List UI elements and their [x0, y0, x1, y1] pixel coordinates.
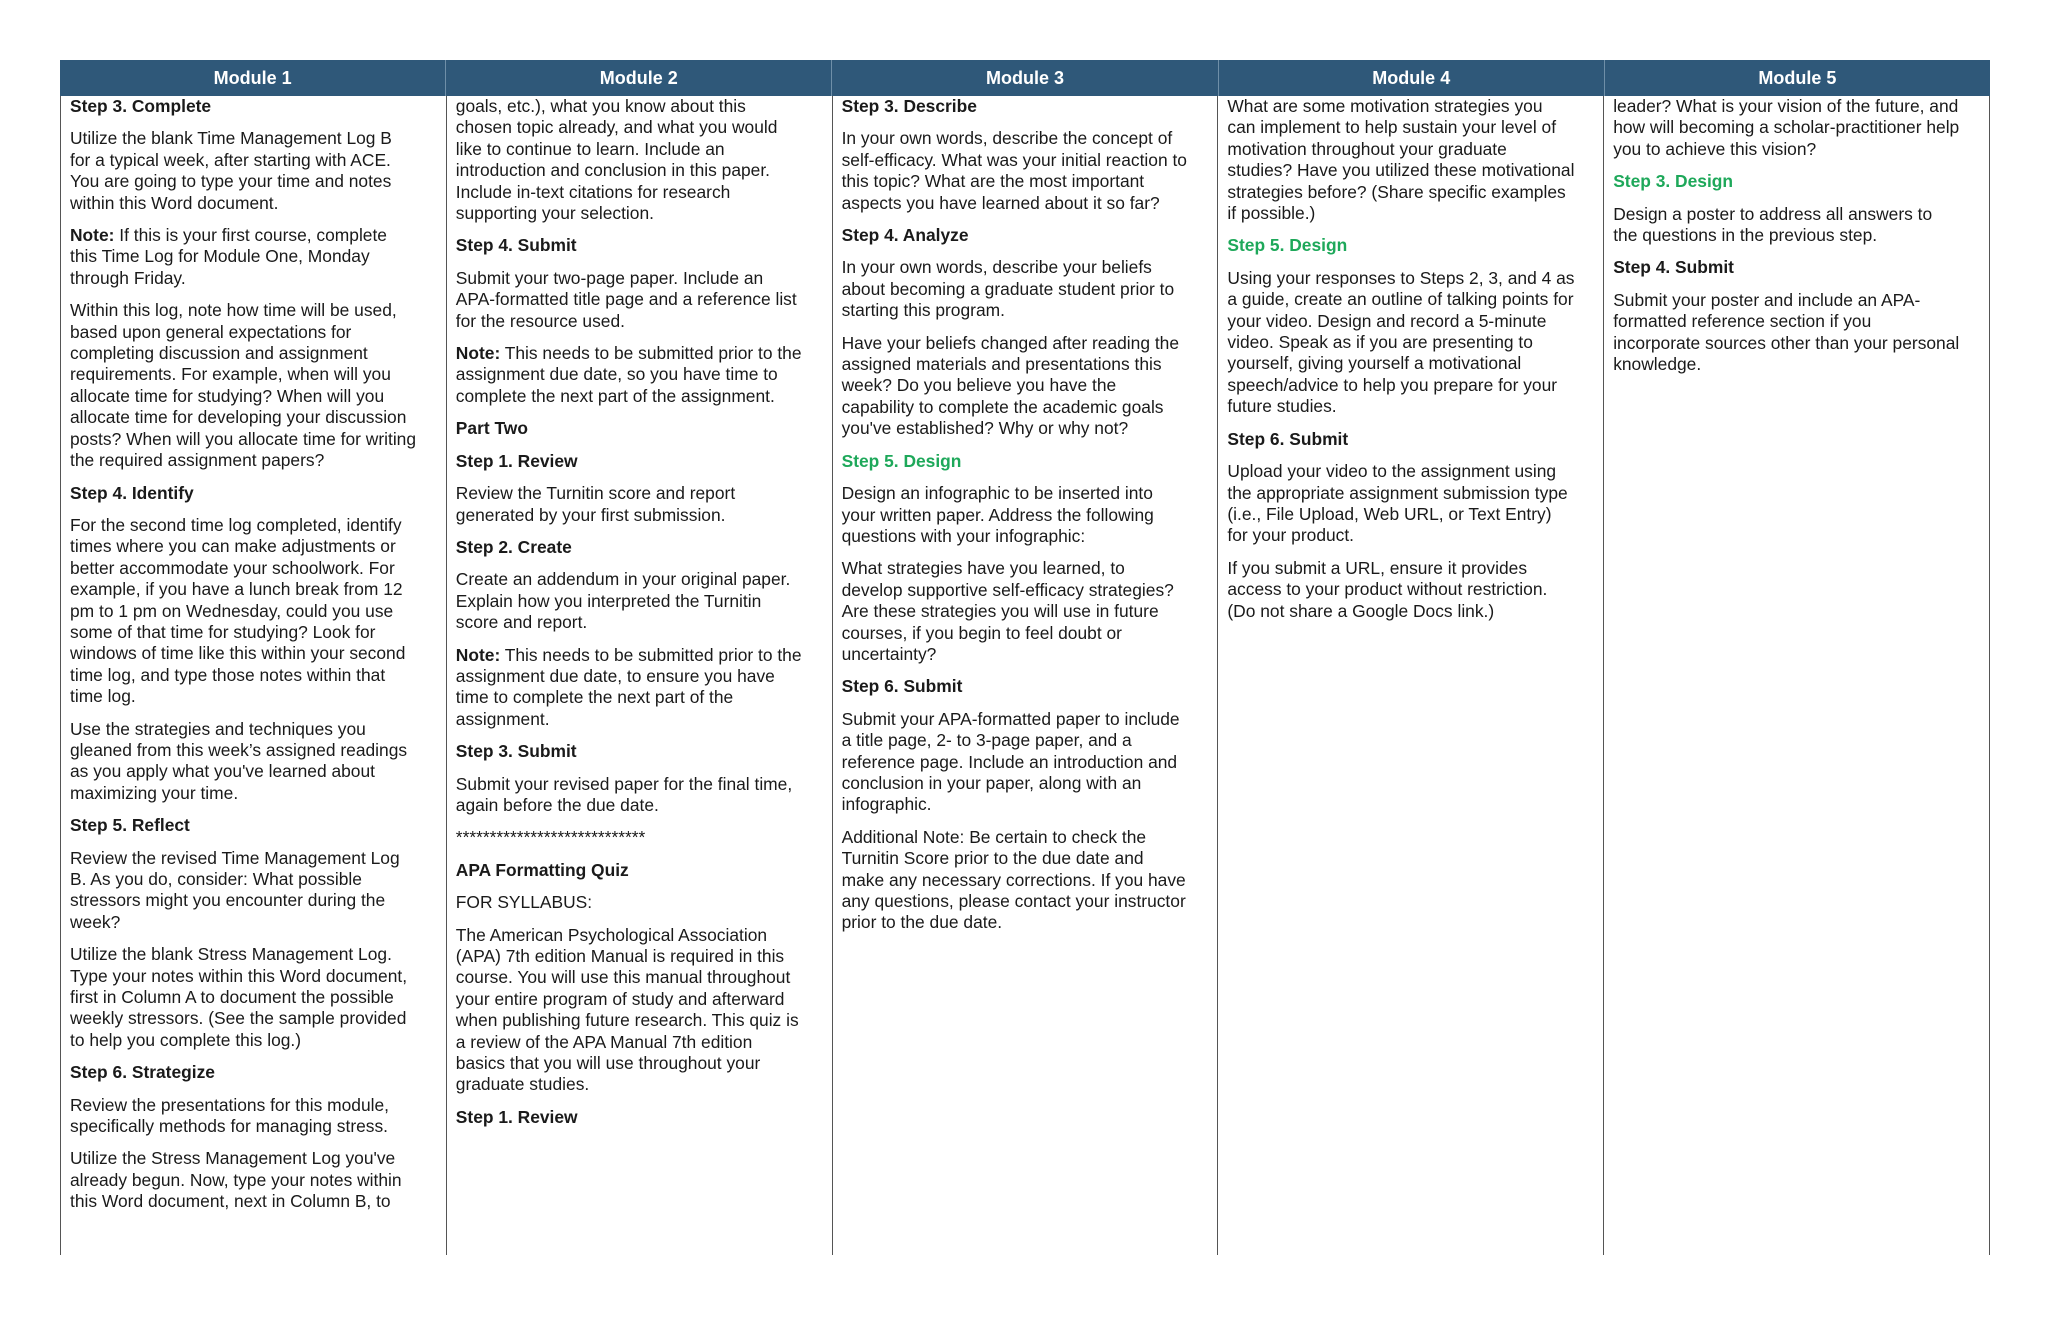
paragraph: Review the Turnitin score and report generated by your first submission.	[455, 483, 736, 525]
paragraph: Within this log, note how time will be used, based upon general expectations for completing discussion and assignment requirements. For example, when will you allocate time for studying? When will you allocate time for developing your discussion posts? When will you allocate time for writing the required assignment papers?	[70, 300, 417, 471]
step-heading: Step 4. Submit	[1613, 257, 1734, 278]
note-text: If this is your first course, complete this Time Log for Module One, Monday through Friday.	[70, 225, 387, 288]
module-5-column	[1604, 96, 1989, 1255]
step-heading: Step 5. Reflect	[70, 815, 190, 836]
paragraph: What are some motivation strategies you can implement to help sustain your level of motivation throughout your graduate studies? Have you utilized these motivational strategies before? (Share specific examples if possible.)	[1227, 96, 1575, 224]
paragraph: Design a poster to address all answers to the questions in the previous step.	[1613, 203, 1933, 246]
paragraph: goals, etc.), what you know about this chosen topic already, and what you would like to continue to learn. Include an introduction and conclusion in this paper. Include in-text citations for research supporting your selection.	[455, 96, 778, 224]
paragraph: Create an addendum in your original paper. Explain how you interpreted the Turnitin score and report.	[455, 569, 791, 633]
step-heading: Step 1. Review	[455, 450, 578, 471]
header-module-2: Module 2	[446, 60, 832, 96]
note-text: This needs to be submitted prior to the assignment due date, to ensure you have time to complete the next part of the assignment.	[455, 644, 802, 729]
paragraph: Use the strategies and techniques you gleaned from this week’s assigned readings as you apply what you've learned about maximizing your time.	[70, 718, 408, 803]
step-heading: Part Two	[455, 418, 528, 439]
paragraph: Upload your video to the assignment using the appropriate assignment submission type (i.e., File Upload, Web URL, or Text Entry) for your product.	[1227, 461, 1568, 546]
paragraph: Additional Note: Be certain to check the Turnitin Score prior to the due date and make any necessary corrections. If you have any questions, please contact your instructor prior to the due date.	[841, 826, 1186, 933]
paragraph: Design an infographic to be inserted into your written paper. Address the following questions with your infographic:	[841, 483, 1154, 546]
paragraph	[456, 343, 824, 407]
header-module-3: Module 3	[832, 60, 1218, 96]
step-heading: Step 3. Submit	[455, 741, 577, 762]
note-label: Note:	[70, 225, 115, 246]
step-heading: Step 6. Submit	[841, 676, 963, 697]
paragraph: For the second time log completed, identify times where you can make adjustments or better accommodate your schoolwork. For example, if you have a lunch break from 12 pm to 1 pm on Wednesday, could you use some of that time for studying? Look for windows of time like this within your second time log, and type those notes within that time log.	[70, 514, 406, 707]
note-text: This needs to be submitted prior to the assignment due date, so you have time to complete the next part of the assignment.	[455, 343, 802, 406]
paragraph: ****************************	[455, 827, 646, 848]
step-heading: Step 3. Complete	[70, 96, 212, 116]
paragraph: Have your beliefs changed after reading the assigned materials and presentations this week? Do you believe you have the capability to complete the academic goals you've established? Why or why not?	[841, 332, 1179, 439]
module-1-column	[61, 96, 447, 1255]
paragraph: Submit your revised paper for the final time, again before the due date.	[455, 773, 793, 815]
paragraph: In your own words, describe the concept of self-efficacy. What was your initial reaction to this topic? What are the most important aspects you have learned about it so far?	[841, 128, 1187, 213]
paragraph	[456, 645, 824, 731]
paragraph: FOR SYLLABUS:	[455, 892, 593, 913]
paragraph: If you submit a URL, ensure it provides access to your product without restriction. (Do not share a Google Docs link.)	[1227, 557, 1548, 621]
paragraph	[70, 225, 438, 289]
paragraph: In your own words, describe your beliefs about becoming a graduate student prior to starting this program.	[841, 257, 1175, 321]
step-heading: Step 2. Create	[455, 536, 572, 557]
paragraph: Utilize the Stress Management Log you've already begun. Now, type your notes within this Word document, next in Column B, to	[70, 1148, 402, 1212]
step-heading: Step 3. Design	[1613, 171, 1734, 192]
header-module-1: Module 1	[60, 60, 446, 96]
step-heading: Step 6. Submit	[1227, 428, 1349, 449]
paragraph: What strategies have you learned, to develop supportive self-efficacy strategies? Are these strategies you will use in future courses, if you begin to feel doubt or uncertainty?	[841, 558, 1174, 664]
note-label: Note:	[455, 644, 501, 665]
header-module-4: Module 4	[1219, 60, 1605, 96]
paragraph: Utilize the blank Stress Management Log. Type your notes within this Word document, first in Column A to document the possible weekly stressors. (See the sample provided to help you complete this log.)	[70, 944, 408, 1050]
paragraph: Utilize the blank Time Management Log B for a typical week, after starting with ACE. You are going to type your time and notes within this Word document.	[70, 128, 392, 213]
step-heading: APA Formatting Quiz	[455, 859, 629, 880]
note-label: Note:	[455, 343, 501, 364]
step-heading: Step 4. Submit	[455, 235, 577, 256]
module-3-column	[833, 96, 1219, 1255]
module-table	[60, 60, 1990, 1255]
step-heading: Step 4. Identify	[70, 482, 194, 503]
module-2-column	[447, 96, 833, 1255]
step-heading: Step 6. Strategize	[70, 1062, 215, 1083]
step-heading: Step 5. Design	[841, 450, 962, 471]
table-body-row	[60, 96, 1990, 1255]
paragraph: Submit your poster and include an APA- formatted reference section if you incorporate sources other than your personal knowledge.	[1613, 289, 1960, 375]
paragraph: Review the presentations for this module, specifically methods for managing stress.	[70, 1094, 389, 1137]
step-heading: Step 3. Describe	[841, 96, 977, 116]
module-4-column	[1218, 96, 1604, 1255]
header-module-5: Module 5	[1758, 67, 1837, 88]
paragraph: leader? What is your vision of the future, and how will becoming a scholar-practitioner help you to achieve this vision?	[1613, 96, 1960, 159]
step-heading: Step 5. Design	[1227, 235, 1348, 256]
table-header-row	[60, 60, 1990, 96]
paragraph: Submit your two-page paper. Include an APA-formatted title page and a reference list for the resource used.	[455, 267, 797, 331]
paragraph: The American Psychological Association (APA) 7th edition Manual is required in this course. You will use this manual throughout your entire program of study and afterward when publishing future research. This quiz is a review of the APA Manual 7th edition basics that you will use throughout your graduate studies.	[455, 924, 799, 1095]
paragraph: Submit your APA-formatted paper to include a title page, 2- to 3-page paper, and a reference page. Include an introduction and conclusion in your paper, along with an infographic.	[841, 708, 1180, 815]
paragraph: Using your responses to Steps 2, 3, and 4 as a guide, create an outline of talking points for your video. Design and record a 5-minute video. Speak as if you are presenting to yourself, giving yourself a motivational speech/advice to help you prepare for your future studies.	[1227, 267, 1575, 417]
step-heading: Step 1. Review	[455, 1106, 578, 1127]
step-heading: Step 4. Analyze	[841, 225, 969, 246]
paragraph: Review the revised Time Management Log B. As you do, consider: What possible stressors might you encounter during the week?	[70, 847, 400, 932]
